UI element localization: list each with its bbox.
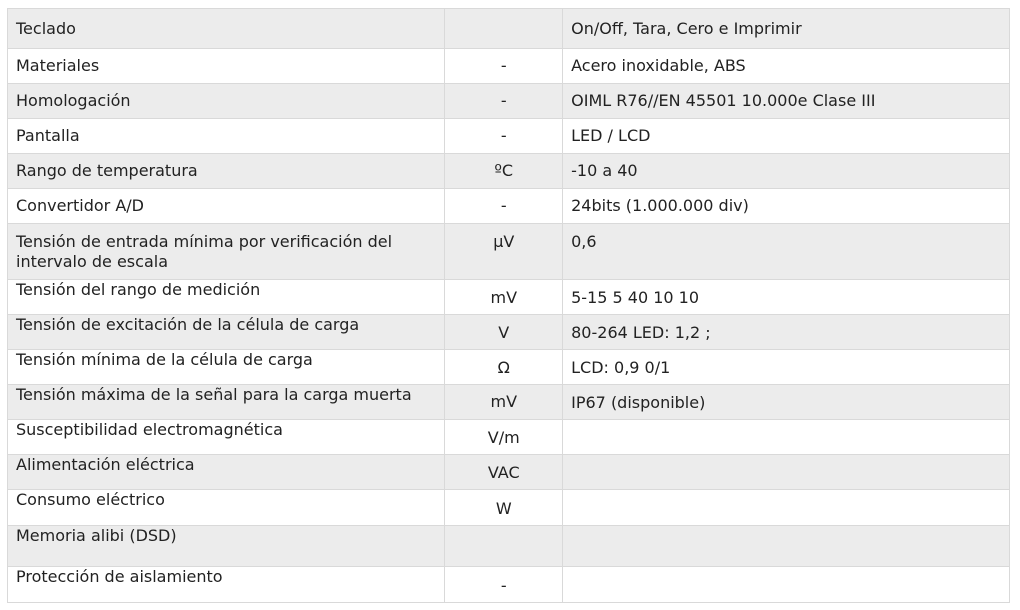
table-row (8, 189, 1010, 224)
spec-value: 80-264 LED: 1,2 ; (563, 315, 1010, 350)
specifications-table (7, 8, 1010, 603)
spec-unit: V (445, 315, 563, 350)
table-row (8, 9, 1010, 49)
spec-value: 0,6 (563, 224, 1010, 280)
spec-unit (445, 9, 563, 49)
spec-value (563, 420, 1010, 455)
spec-name: Tensión máxima de la señal para la carga muerta (8, 385, 445, 420)
spec-name: Homologación (8, 84, 445, 119)
spec-value: OIML R76//EN 45501 10.000e Clase III (563, 84, 1010, 119)
spec-name: Memoria alibi (DSD) (8, 526, 445, 567)
spec-name: Alimentación eléctrica (8, 455, 445, 490)
spec-name: Tensión mínima de la célula de carga (8, 350, 445, 385)
spec-value: IP67 (disponible) (563, 385, 1010, 420)
table-row (8, 49, 1010, 84)
table-row (8, 385, 1010, 420)
spec-value: LCD: 0,9 0/1 (563, 350, 1010, 385)
spec-unit: - (445, 119, 563, 154)
spec-value (563, 490, 1010, 526)
table-row (8, 119, 1010, 154)
spec-unit: W (445, 490, 563, 526)
spec-name: Susceptibilidad electromagnética (8, 420, 445, 455)
table-row (8, 455, 1010, 490)
spec-name: Protección de aislamiento (8, 567, 445, 603)
spec-name: Tensión del rango de medición (8, 280, 445, 315)
spec-unit: mV (445, 385, 563, 420)
spec-unit: ºC (445, 154, 563, 189)
spec-unit (445, 526, 563, 567)
spec-value: On/Off, Tara, Cero e Imprimir (563, 9, 1010, 49)
spec-name: Teclado (8, 9, 445, 49)
spec-unit: - (445, 84, 563, 119)
table-row (8, 315, 1010, 350)
table-row (8, 224, 1010, 280)
spec-value (563, 526, 1010, 567)
spec-name: Tensión de excitación de la célula de carga (8, 315, 445, 350)
table-row (8, 490, 1010, 526)
spec-unit: VAC (445, 455, 563, 490)
table-row (8, 84, 1010, 119)
spec-unit: - (445, 49, 563, 84)
spec-value: Acero inoxidable, ABS (563, 49, 1010, 84)
spec-value: 5-15 5 40 10 10 (563, 280, 1010, 315)
spec-value: 24bits (1.000.000 div) (563, 189, 1010, 224)
spec-unit: - (445, 567, 563, 603)
spec-name: Convertidor A/D (8, 189, 445, 224)
table-row (8, 350, 1010, 385)
table-row (8, 154, 1010, 189)
spec-unit: Ω (445, 350, 563, 385)
table-row (8, 567, 1010, 603)
table-row (8, 280, 1010, 315)
spec-unit: mV (445, 280, 563, 315)
spec-name: Tensión de entrada mínima por verificación del intervalo de escala (8, 224, 445, 280)
spec-value: -10 a 40 (563, 154, 1010, 189)
spec-name: Rango de temperatura (8, 154, 445, 189)
table-row (8, 526, 1010, 567)
spec-unit: - (445, 189, 563, 224)
spec-unit: V/m (445, 420, 563, 455)
spec-name: Materiales (8, 49, 445, 84)
spec-unit: μV (445, 224, 563, 280)
spec-name: Consumo eléctrico (8, 490, 445, 526)
table-row (8, 420, 1010, 455)
spec-name: Pantalla (8, 119, 445, 154)
spec-value (563, 567, 1010, 603)
spec-value: LED / LCD (563, 119, 1010, 154)
spec-value (563, 455, 1010, 490)
